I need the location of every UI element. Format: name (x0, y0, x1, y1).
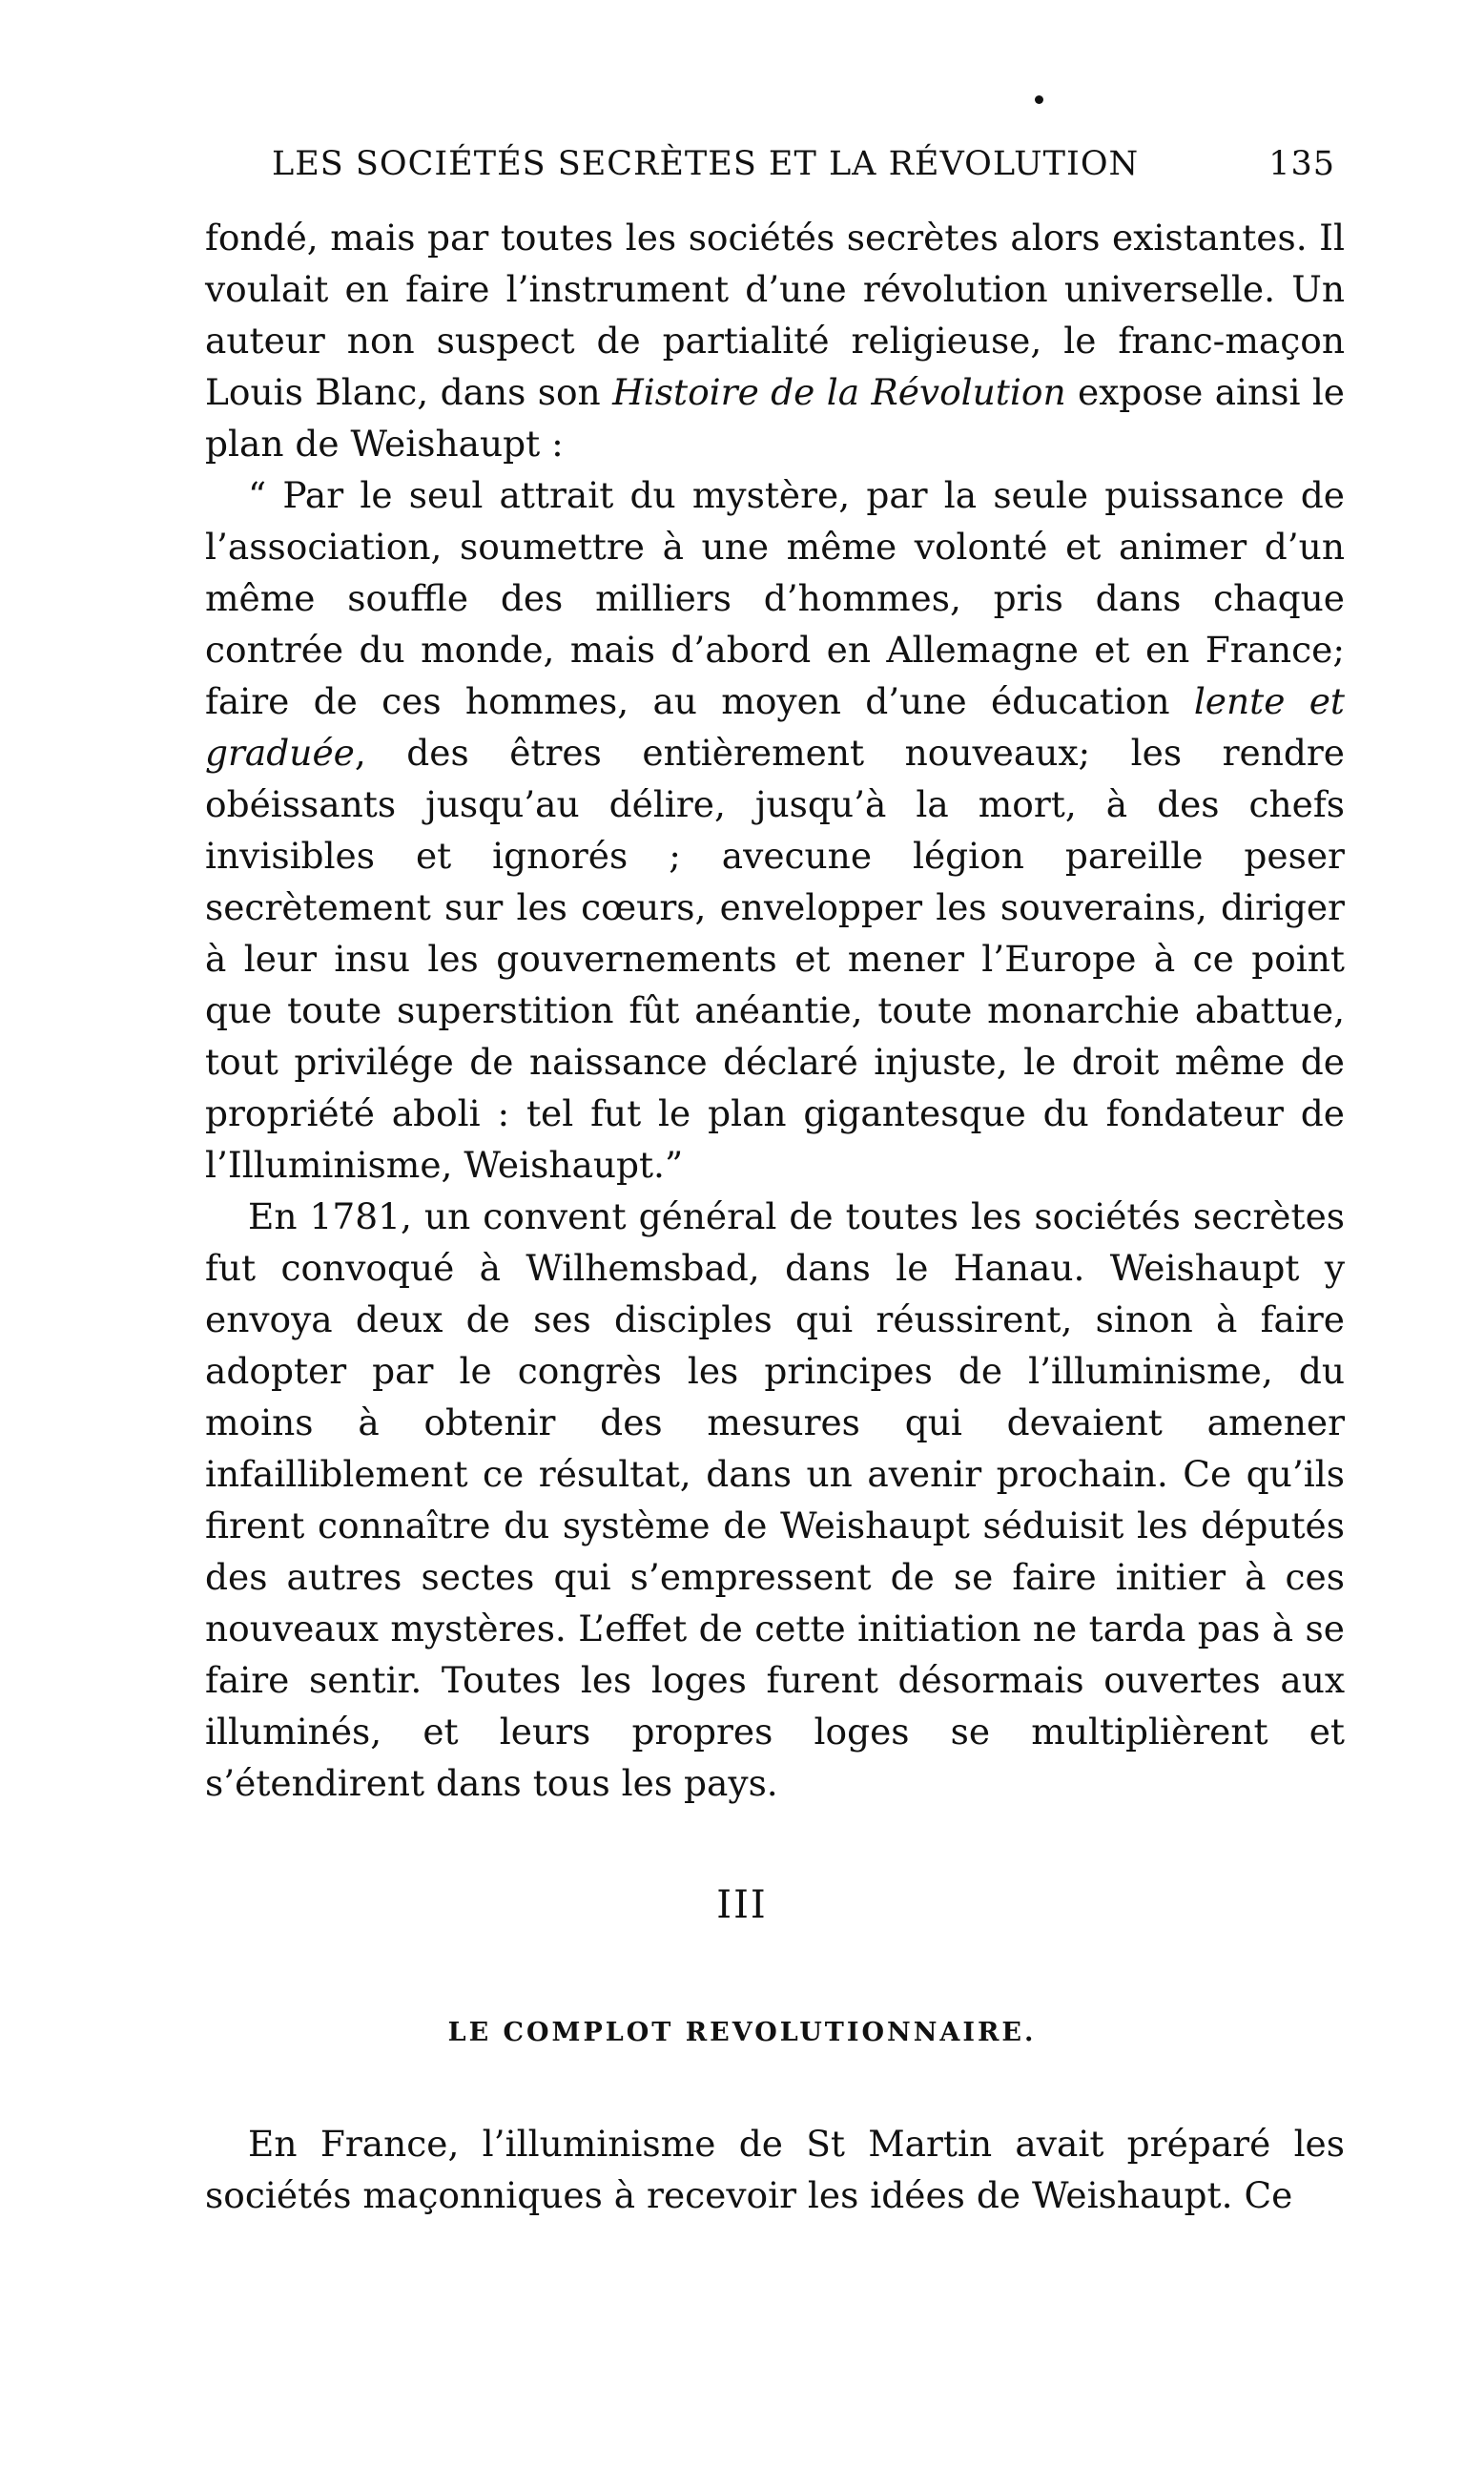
section-text (205, 2118, 1345, 2221)
paragraph-text: fondé, mais par toutes les sociétés secrètes alors existantes. Il voulait en faire l’instrument d’une révolution universelle. Un auteur non suspect de partialité religieuse, le franc-maçon Louis Blanc, dans son (205, 217, 1345, 413)
paragraph-continuation (205, 212, 1345, 469)
paragraph-text-end: expose ainsi le plan de Weishaupt : (205, 371, 1346, 465)
running-title: LES SOCIÉTÉS SECRÈTES ET LA RÉVOLUTION (272, 145, 1140, 183)
ink-dot-mark (1035, 95, 1043, 104)
quotation-text: “ Par le seul attrait du mystère, par la seule puissance de l’association, soumettre à une même volonté et animer d’un même souffle des milliers d’hommes, pris dans chaque contrée du monde, mais d’abord en Allemagne et en France; faire de ces hommes, au moyen d’une éducation (205, 474, 1345, 722)
page-number: 135 (1268, 145, 1335, 183)
section-number: III (716, 1883, 768, 1927)
paragraph-france: En France, l’illuminisme de St Martin avait préparé les sociétés maçonniques à recevoir les idées de Weishaupt. Ce (205, 2123, 1345, 2216)
quotation-text-end: , des êtres entièrement nouveaux; les rendre obéissants jusqu’au délire, jusqu’à la mort, à des chefs invisibles et ignorés ; avecune légion pareille peser secrètement sur les cœurs, envelopper les souverains, diriger à leur insu les gouvernements et mener l’Europe à ce point que toute superstition fût anéantie, toute monarchie abattue, tout privilége de naissance déclaré injuste, le droit même de propriété aboli : tel fut le plan gigantesque du fondateur de l’Illuminisme, Weishaupt.” (205, 732, 1345, 1186)
quotation-italic: lente et graduée (205, 680, 1345, 774)
quotation-paragraph (205, 469, 1345, 1191)
page-header (272, 143, 1335, 185)
section-title: LE COMPLOT REVOLUTIONNAIRE. (447, 2018, 1037, 2047)
main-text (205, 212, 1345, 1809)
paragraph-convent: En 1781, un convent général de toutes les sociétés secrètes fut convoqué à Wilhemsbad, dans le Hanau. Weishaupt y envoya deux de ses disciples qui réussirent, sinon à faire adopter par le congrès les principes de l’illuminisme, du moins à obtenir des mesures qui devaient amener infailliblement ce résultat, dans un avenir prochain. Ce qu’ils firent connaître du système de Weishaupt séduisit les députés des autres sectes qui s’empressent de se faire initier à ces nouveaux mystères. L’effet de cette initiation ne tarda pas à se faire sentir. Toutes les loges furent désormais ouvertes aux illuminés, et leurs propres loges se multiplièrent et s’étendirent dans tous les pays. (205, 1195, 1345, 1804)
book-title-italic: Histoire de la Révolution (612, 371, 1066, 413)
